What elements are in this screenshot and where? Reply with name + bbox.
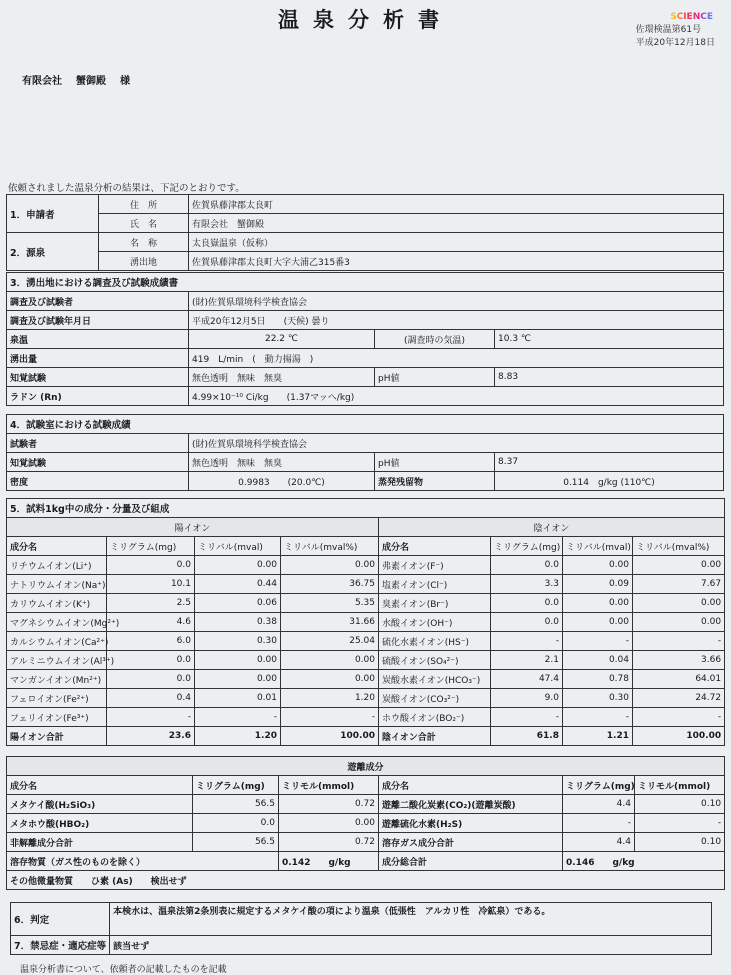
cation-name: リチウムイオン(Li⁺) xyxy=(7,556,107,575)
cation-name: フェロイオン(Fe²⁺) xyxy=(7,689,107,708)
anion-pct: 0.00 xyxy=(633,594,725,613)
cation-mg: 0.0 xyxy=(107,556,195,575)
cation-name: カルシウムイオン(Ca²⁺) xyxy=(7,632,107,651)
cation-total-pct: 100.00 xyxy=(281,727,379,746)
nonion-left-col-name: 成分名 xyxy=(7,776,193,795)
nonionized-header: 遊離成分 xyxy=(7,757,725,776)
total-components-label: 成分総合計 xyxy=(379,852,563,871)
document-date: 平成20年12月18日 xyxy=(635,38,715,48)
flow-rate-label: 湧出量 xyxy=(7,349,189,368)
anion-total-mg: 61.8 xyxy=(491,727,563,746)
recipient xyxy=(22,72,144,87)
recipient-company: 有限会社 xyxy=(22,76,62,87)
anion-name: 塩素イオン(Cl⁻) xyxy=(379,575,491,594)
anion-mval: 0.04 xyxy=(563,651,633,670)
cation-mg: 10.1 xyxy=(107,575,195,594)
cation-mg: 4.6 xyxy=(107,613,195,632)
nonion-right-name: 溶存ガス成分合計 xyxy=(379,833,563,852)
anion-name: 水酸イオン(OH⁻) xyxy=(379,613,491,632)
anion-name: 硫化水素イオン(HS⁻) xyxy=(379,632,491,651)
radon-label: ラドン (Rn) xyxy=(7,387,189,406)
dissolved-substance-label: 溶存物質（ガス性のものを除く） xyxy=(7,852,279,871)
sensory-test-value: 無色透明 無味 無臭 xyxy=(189,368,375,387)
ion-row xyxy=(7,708,725,727)
anion-mg: 47.4 xyxy=(491,670,563,689)
cation-mg: 0.0 xyxy=(107,651,195,670)
nonion-right-mg: 4.4 xyxy=(563,795,635,814)
onsite-survey-table xyxy=(6,272,724,406)
anion-pct: 3.66 xyxy=(633,651,725,670)
ion-row xyxy=(7,556,725,575)
spring-temp-value: 22.2 ℃ xyxy=(189,330,375,349)
anion-pct: - xyxy=(633,708,725,727)
sensory-test-label: 知覚試験 xyxy=(7,368,189,387)
ion-row xyxy=(7,575,725,594)
document-title: 温泉分析書 xyxy=(278,7,453,32)
spring-temp-label: 泉温 xyxy=(7,330,189,349)
intro-text: 依頼されました温泉分析の結果は、下記のとおりです。 xyxy=(8,183,245,194)
cation-mval: 0.00 xyxy=(195,670,281,689)
nonion-right-col-mmol: ミリモル(mmol) xyxy=(635,776,725,795)
nonion-row xyxy=(7,795,725,814)
address-label: 住 所 xyxy=(99,195,189,214)
cation-mval: 0.00 xyxy=(195,556,281,575)
anion-total-pct: 100.00 xyxy=(633,727,725,746)
ion-row xyxy=(7,651,725,670)
contraindication-text: 該当せず xyxy=(110,936,712,955)
section-3-title: 3．湧出地における調査及び試験成績書 xyxy=(7,273,724,292)
trace-substances: その他微量物質 ひ素 (As) 検出せず xyxy=(7,871,725,890)
anion-name: 弗素イオン(F⁻) xyxy=(379,556,491,575)
source-label: 2．源泉 xyxy=(7,233,99,271)
nonion-left-mg: 56.5 xyxy=(193,833,279,852)
total-components-value: 0.146 g/kg xyxy=(563,852,725,871)
document-number: 佐環検温第61号 xyxy=(635,25,702,35)
survey-date-value: 平成20年12月5日 (天候) 曇り xyxy=(189,311,724,330)
anion-header: 陰イオン xyxy=(379,518,725,537)
judgement-table xyxy=(10,902,712,955)
nonion-right-mmol: 0.10 xyxy=(635,833,725,852)
anion-pct: 24.72 xyxy=(633,689,725,708)
nonion-left-col-mmol: ミリモル(mmol) xyxy=(279,776,379,795)
applicant-label: 1．申請者 xyxy=(7,195,99,233)
cation-pct: 31.66 xyxy=(281,613,379,632)
evaporation-residue-value: 0.114 g/kg (110℃) xyxy=(495,472,724,491)
cation-total-mg: 23.6 xyxy=(107,727,195,746)
footer-fragment: 温泉分析書について、依頼者の記載したものを記載 xyxy=(20,965,227,975)
nonion-right-col-name: 成分名 xyxy=(379,776,563,795)
nonion-left-col-mg: ミリグラム(mg) xyxy=(193,776,279,795)
anion-mval: - xyxy=(563,632,633,651)
survey-date-label: 調査及び試験年月日 xyxy=(7,311,189,330)
anion-pct: - xyxy=(633,632,725,651)
density-value: 0.9983 (20.0℃) xyxy=(189,472,375,491)
tester-value: (財)佐賀県環境科学検査協会 xyxy=(189,434,724,453)
nonion-right-mg: 4.4 xyxy=(563,833,635,852)
judgement-text: 本検水は、温泉法第2条別表に規定するメタケイ酸の項により温泉（低張性 アルカリ性 冷鉱泉）である。 xyxy=(110,903,712,936)
cation-mval: 0.38 xyxy=(195,613,281,632)
source-location-label: 湧出地 xyxy=(99,252,189,271)
cation-mval: 0.30 xyxy=(195,632,281,651)
anion-col-name: 成分名 xyxy=(379,537,491,556)
cation-pct: - xyxy=(281,708,379,727)
nonion-left-name: メタケイ酸(H₂SiO₃) xyxy=(7,795,193,814)
nonion-right-mg: - xyxy=(563,814,635,833)
source-location-value: 佐賀県藤津郡太良町大字大浦乙315番3 xyxy=(189,252,724,271)
nonion-row xyxy=(7,833,725,852)
tester-label: 試験者 xyxy=(7,434,189,453)
nonion-left-mg: 0.0 xyxy=(193,814,279,833)
nonion-row xyxy=(7,814,725,833)
anion-mg: 3.3 xyxy=(491,575,563,594)
recipient-honorific: 様 xyxy=(120,76,130,87)
anion-mg: - xyxy=(491,708,563,727)
cation-mg: 0.0 xyxy=(107,670,195,689)
cation-pct: 0.00 xyxy=(281,556,379,575)
anion-total-mval: 1.21 xyxy=(563,727,633,746)
cation-name: マグネシウムイオン(Mg²⁺) xyxy=(7,613,107,632)
cation-mg: 2.5 xyxy=(107,594,195,613)
nonion-left-mmol: 0.00 xyxy=(279,814,379,833)
section-5-title: 5．試料1kg中の成分・分量及び組成 xyxy=(7,499,725,518)
cation-col-mval: ミリバル(mval) xyxy=(195,537,281,556)
nonion-left-name: 非解離成分合計 xyxy=(7,833,193,852)
nonion-right-name: 遊離硫化水素(H₂S) xyxy=(379,814,563,833)
nonion-left-name: メタホウ酸(HBO₂) xyxy=(7,814,193,833)
lab-sensory-label: 知覚試験 xyxy=(7,453,189,472)
air-temp-label: (調査時の気温) xyxy=(375,330,495,349)
anion-pct: 7.67 xyxy=(633,575,725,594)
anion-mval: 0.30 xyxy=(563,689,633,708)
cation-name: カリウムイオン(K⁺) xyxy=(7,594,107,613)
radon-value: 4.99×10⁻¹⁰ Ci/kg (1.37マッヘ/kg) xyxy=(189,387,724,406)
lab-test-table xyxy=(6,414,724,491)
anion-pct: 64.01 xyxy=(633,670,725,689)
nonion-left-mg: 56.5 xyxy=(193,795,279,814)
anion-mval: 0.78 xyxy=(563,670,633,689)
anion-col-mval: ミリバル(mval) xyxy=(563,537,633,556)
anion-col-pct: ミリバル(mval%) xyxy=(633,537,725,556)
source-name-value: 太良嶽温泉（仮称） xyxy=(189,233,724,252)
anion-col-mg: ミリグラム(mg) xyxy=(491,537,563,556)
cation-pct: 25.04 xyxy=(281,632,379,651)
cation-mval: 0.06 xyxy=(195,594,281,613)
ph-value: 8.83 xyxy=(495,368,724,387)
anion-mval: - xyxy=(563,708,633,727)
cation-mval: 0.01 xyxy=(195,689,281,708)
judgement-label: 6．判定 xyxy=(11,903,110,936)
section-4-title: 4．試験室における試験成績 xyxy=(7,415,724,434)
anion-pct: 0.00 xyxy=(633,613,725,632)
ion-row xyxy=(7,670,725,689)
evaporation-residue-label: 蒸発残留物 xyxy=(375,472,495,491)
cation-col-pct: ミリバル(mval%) xyxy=(281,537,379,556)
contraindication-label: 7．禁忌症・適応症等 xyxy=(11,936,110,955)
nonion-right-col-mg: ミリグラム(mg) xyxy=(563,776,635,795)
nonionized-table xyxy=(6,756,725,890)
cation-pct: 0.00 xyxy=(281,670,379,689)
nonion-right-mmol: - xyxy=(635,814,725,833)
cation-col-name: 成分名 xyxy=(7,537,107,556)
anion-mg: - xyxy=(491,632,563,651)
ion-rows xyxy=(7,556,725,727)
document-number-block xyxy=(636,24,715,50)
anion-mg: 0.0 xyxy=(491,613,563,632)
cation-mg: 0.4 xyxy=(107,689,195,708)
density-label: 密度 xyxy=(7,472,189,491)
cation-mg: 6.0 xyxy=(107,632,195,651)
dissolved-substance-value: 0.142 g/kg xyxy=(279,852,379,871)
cation-pct: 5.35 xyxy=(281,594,379,613)
anion-name: 炭酸イオン(CO₃²⁻) xyxy=(379,689,491,708)
anion-mg: 2.1 xyxy=(491,651,563,670)
cation-pct: 36.75 xyxy=(281,575,379,594)
name-label: 氏 名 xyxy=(99,214,189,233)
anion-name: 炭酸水素イオン(HCO₃⁻) xyxy=(379,670,491,689)
anion-mg: 0.0 xyxy=(491,556,563,575)
nonion-left-mmol: 0.72 xyxy=(279,833,379,852)
cation-total-label: 陽イオン合計 xyxy=(7,727,107,746)
cation-pct: 0.00 xyxy=(281,651,379,670)
air-temp-value: 10.3 ℃ xyxy=(495,330,724,349)
surveyor-label: 調査及び試験者 xyxy=(7,292,189,311)
ion-row xyxy=(7,632,725,651)
nonion-left-mmol: 0.72 xyxy=(279,795,379,814)
address-value: 佐賀県藤津郡太良町 xyxy=(189,195,724,214)
nonion-rows xyxy=(7,795,725,852)
nonion-right-mmol: 0.10 xyxy=(635,795,725,814)
nonion-right-name: 遊離二酸化炭素(CO₂)(遊離炭酸) xyxy=(379,795,563,814)
anion-pct: 0.00 xyxy=(633,556,725,575)
lab-ph-value: 8.37 xyxy=(495,453,724,472)
cation-total-mval: 1.20 xyxy=(195,727,281,746)
lab-ph-label: pH値 xyxy=(375,453,495,472)
anion-name: ホウ酸イオン(BO₂⁻) xyxy=(379,708,491,727)
cation-col-mg: ミリグラム(mg) xyxy=(107,537,195,556)
anion-name: 硫酸イオン(SO₄²⁻) xyxy=(379,651,491,670)
name-value: 有限会社 蟹御殿 xyxy=(189,214,724,233)
ion-row xyxy=(7,689,725,708)
anion-total-label: 陰イオン合計 xyxy=(379,727,491,746)
ion-row xyxy=(7,594,725,613)
anion-mval: 0.00 xyxy=(563,594,633,613)
applicant-source-table xyxy=(6,194,724,271)
cation-mg: - xyxy=(107,708,195,727)
recipient-name: 蟹御殿 xyxy=(76,76,106,87)
anion-mg: 0.0 xyxy=(491,594,563,613)
cation-mval: 0.44 xyxy=(195,575,281,594)
cation-pct: 1.20 xyxy=(281,689,379,708)
flow-rate-value: 419 L/min ( 動力揚湯 ) xyxy=(189,349,724,368)
cation-name: アルミニウムイオン(Al³⁺) xyxy=(7,651,107,670)
lab-logo: SCIENCE xyxy=(670,12,713,22)
anion-mval: 0.00 xyxy=(563,613,633,632)
lab-sensory-value: 無色透明 無味 無臭 xyxy=(189,453,375,472)
cation-name: マンガンイオン(Mn²⁺) xyxy=(7,670,107,689)
anion-name: 臭素イオン(Br⁻) xyxy=(379,594,491,613)
cation-mval: 0.00 xyxy=(195,651,281,670)
ion-row xyxy=(7,613,725,632)
source-name-label: 名 称 xyxy=(99,233,189,252)
surveyor-value: (財)佐賀県環境科学検査協会 xyxy=(189,292,724,311)
cation-mval: - xyxy=(195,708,281,727)
ph-label: pH値 xyxy=(375,368,495,387)
anion-mval: 0.09 xyxy=(563,575,633,594)
anion-mg: 9.0 xyxy=(491,689,563,708)
cation-name: ナトリウムイオン(Na⁺) xyxy=(7,575,107,594)
anion-mval: 0.00 xyxy=(563,556,633,575)
cation-header: 陽イオン xyxy=(7,518,379,537)
cation-name: フェリイオン(Fe³⁺) xyxy=(7,708,107,727)
ion-table xyxy=(6,498,725,746)
